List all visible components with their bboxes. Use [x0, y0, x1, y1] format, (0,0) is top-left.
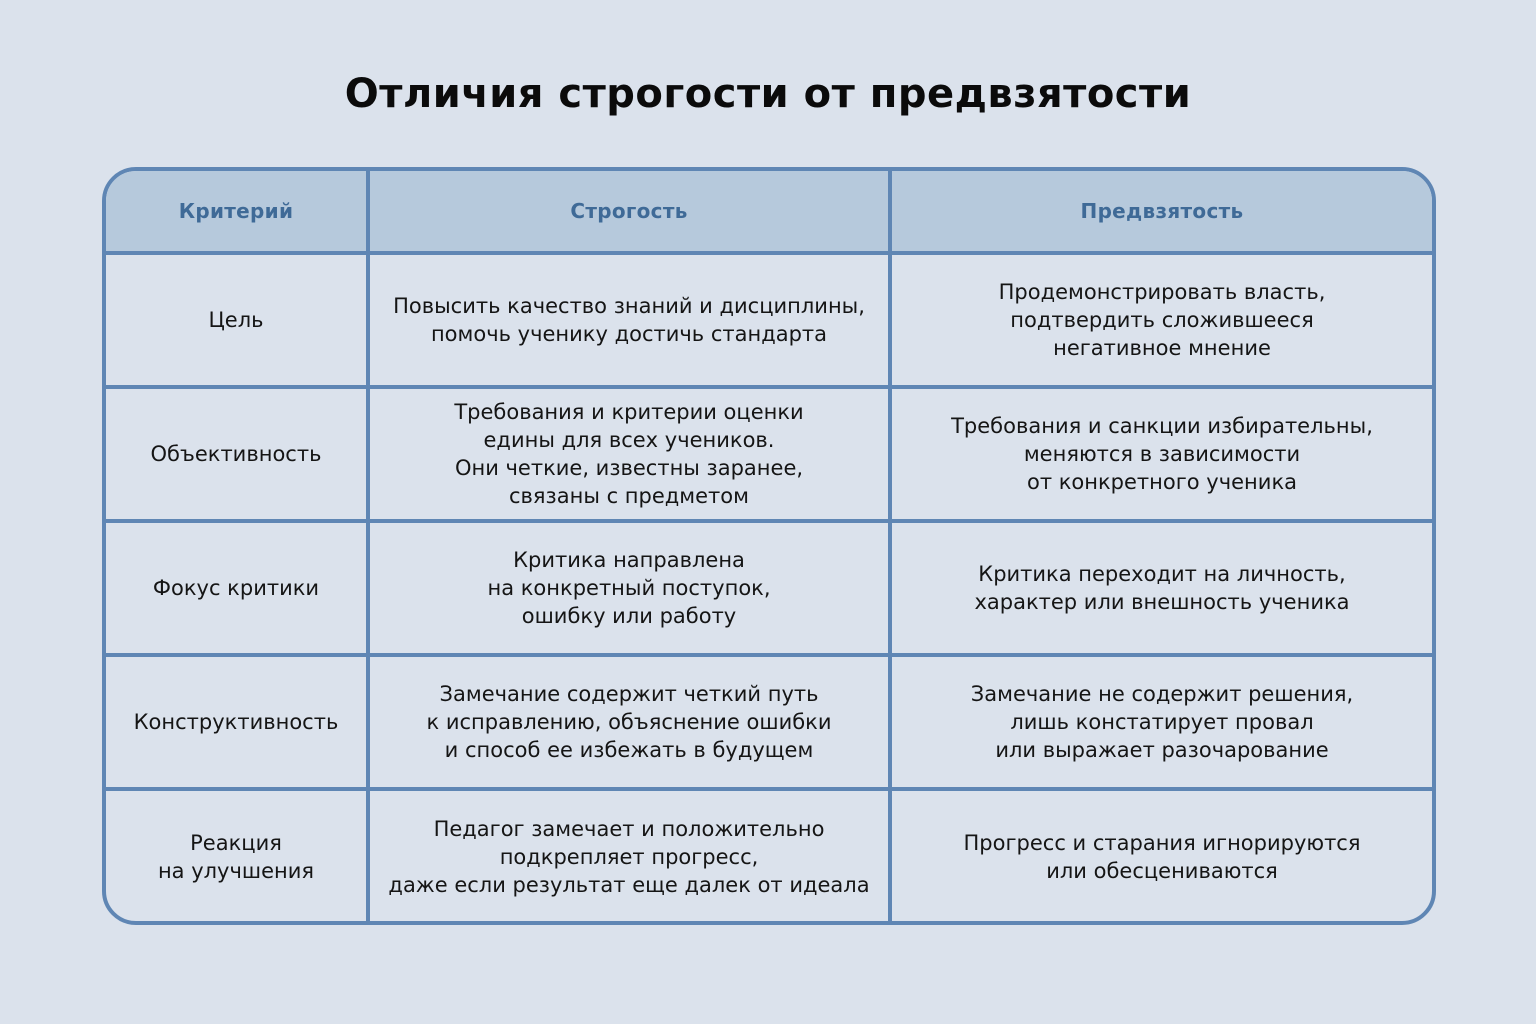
strictness-cell	[368, 789, 890, 923]
page-title: Отличия строгости от предвзятости	[344, 71, 1192, 117]
bias-text: Критика переходит на личность, характер или внешность ученика	[974, 562, 1350, 614]
bias-text: Прогресс и старания игнорируются или обесцениваются	[963, 831, 1361, 883]
criterion-cell	[106, 387, 368, 521]
bias-cell	[890, 521, 1432, 655]
table-row	[106, 655, 1432, 789]
table-row	[106, 253, 1432, 387]
table-row	[106, 789, 1432, 923]
bias-cell	[890, 655, 1432, 789]
criterion-text: Цель	[208, 308, 264, 332]
strictness-cell	[368, 655, 890, 789]
criterion-cell	[106, 253, 368, 387]
criterion-text: Фокус критики	[152, 576, 320, 600]
strictness-cell	[368, 521, 890, 655]
strictness-text: Повысить качество знаний и дисциплины, помочь ученику достичь стандарта	[393, 294, 865, 346]
table-row	[106, 387, 1432, 521]
criterion-text: Реакция на улучшения	[157, 831, 315, 883]
bias-text: Замечание не содержит решения, лишь констатирует провал или выражает разочарование	[970, 682, 1354, 762]
strictness-text: Педагог замечает и положительно подкрепляет прогресс, даже если результат еще далек от идеала	[388, 817, 870, 897]
bias-text: Требования и санкции избирательны, меняются в зависимости от конкретного ученика	[951, 414, 1373, 494]
criterion-cell	[106, 789, 368, 923]
criterion-text: Объективность	[150, 442, 322, 466]
strictness-cell	[368, 387, 890, 521]
bias-cell	[890, 789, 1432, 923]
strictness-text: Замечание содержит четкий путь к исправлению, объяснение ошибки и способ ее избежать в будущем	[426, 682, 832, 762]
criterion-cell	[106, 655, 368, 789]
header-criterion: Критерий	[106, 171, 368, 253]
bias-cell	[890, 253, 1432, 387]
strictness-text: Критика направлена на конкретный поступок, ошибку или работу	[487, 548, 771, 628]
strictness-text: Требования и критерии оценки едины для всех учеников. Они четкие, известны заранее, связаны с предметом	[454, 400, 804, 508]
header-strictness: Строгость	[368, 171, 890, 253]
header-bias: Предвзятость	[890, 171, 1432, 253]
table-header-row	[106, 171, 1432, 253]
comparison-table	[102, 167, 1436, 925]
strictness-cell	[368, 253, 890, 387]
bias-cell	[890, 387, 1432, 521]
criterion-cell	[106, 521, 368, 655]
criterion-text: Конструктивность	[133, 710, 339, 734]
table-row	[106, 521, 1432, 655]
bias-text: Продемонстрировать власть, подтвердить сложившееся негативное мнение	[998, 280, 1326, 360]
